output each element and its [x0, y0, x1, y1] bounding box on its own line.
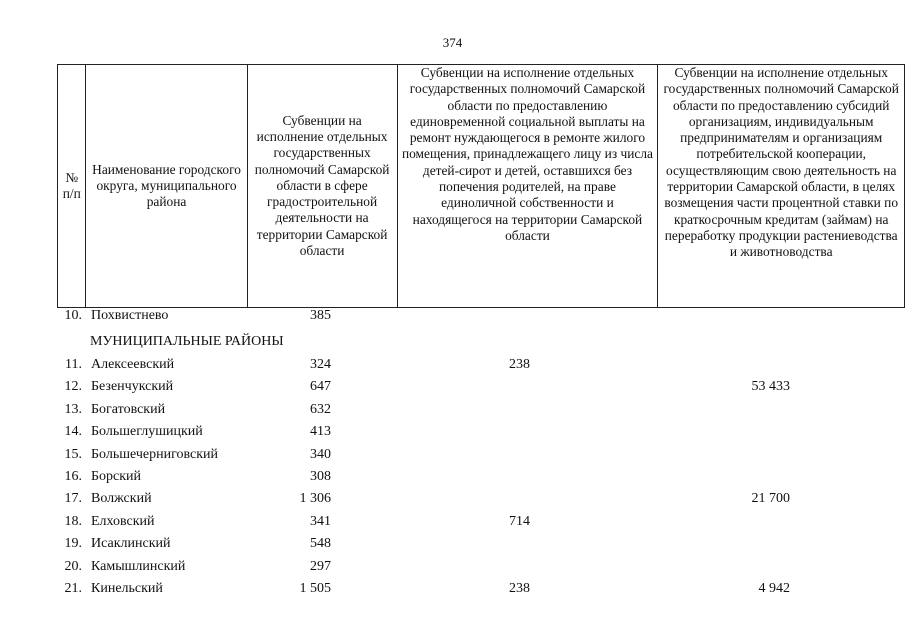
row-name: Похвистнево: [91, 308, 169, 323]
row-value-urban-planning: 341: [310, 513, 331, 529]
row-number: 15.: [64, 446, 82, 462]
row-value-credit-interest: 4 942: [758, 581, 790, 596]
row-name: Борский: [91, 469, 142, 484]
row-value-urban-planning: 647: [310, 379, 331, 395]
row-value-urban-planning: 385: [310, 308, 331, 323]
table-header: [57, 64, 905, 308]
row-name: Исаклинский: [91, 536, 171, 552]
row-name: Большеглушицкий: [91, 424, 203, 440]
header-subvention-urban-planning: Субвенции на исполнение отдельных государственных полномочий Самарской области в сфере градостроительной деятельности на территории Самарской области: [247, 65, 397, 308]
row-value-urban-planning: 1 505: [299, 581, 331, 596]
row-name: Богатовский: [91, 401, 166, 417]
row-number: 11.: [65, 357, 82, 372]
row-value-urban-planning: 548: [310, 536, 331, 552]
header-municipality-name: Наименование городского округа, муниципального района: [86, 65, 247, 308]
table-row: [0, 488, 905, 510]
row-name: Большечерниговский: [91, 446, 219, 462]
table-row: [0, 305, 905, 327]
page-number: 374: [442, 35, 463, 50]
row-value-housing-repair: 238: [509, 357, 530, 372]
table-row: [0, 578, 905, 600]
table-row: [0, 556, 905, 578]
row-value-urban-planning: 297: [310, 558, 331, 574]
header-subvention-housing-repair: Субвенции на исполнение отдельных государственных полномочий Самарской области по предоставлению единовременной социальной выплаты на ремонт нуждающегося в ремонте жилого помещения, принадлежащего лицу из числа детей-сирот и детей, оставшихся без попечения родителей, на праве единоличной собственности и находящегося на территории Самарской области: [397, 65, 658, 308]
row-name: Алексеевский: [91, 357, 175, 372]
row-value-housing-repair: 714: [509, 513, 530, 529]
section-title: МУНИЦИПАЛЬНЫЕ РАЙОНЫ: [90, 334, 284, 349]
table-row: [0, 533, 905, 555]
header-row: [58, 65, 905, 308]
row-number: 16.: [64, 469, 82, 484]
table-row: [0, 444, 905, 466]
row-value-urban-planning: 413: [310, 424, 331, 440]
row-number: 20.: [64, 558, 82, 574]
row-name: Камышлинский: [91, 558, 186, 574]
table-row: [0, 376, 905, 398]
row-value-urban-planning: 308: [310, 469, 331, 484]
row-value-urban-planning: 632: [310, 401, 331, 417]
row-name: Безенчукский: [91, 379, 174, 395]
row-value-urban-planning: 1 306: [299, 491, 331, 507]
row-number: 19.: [64, 536, 82, 552]
row-number: 14.: [64, 424, 82, 440]
row-number: 10.: [64, 308, 82, 323]
row-number: 12.: [64, 379, 82, 395]
row-name: Волжский: [91, 491, 152, 507]
table-row: [0, 354, 905, 376]
row-value-credit-interest: 53 433: [751, 379, 790, 395]
row-number: 17.: [64, 491, 82, 507]
row-number: 13.: [64, 401, 82, 417]
row-value-housing-repair: 238: [509, 581, 530, 596]
row-name: Елховский: [91, 513, 155, 529]
row-value-urban-planning: 324: [310, 357, 331, 372]
row-name: Кинельский: [91, 581, 163, 596]
row-value-urban-planning: 340: [310, 446, 331, 462]
header-number: № п/п: [58, 65, 86, 308]
row-value-credit-interest: 21 700: [751, 491, 790, 507]
header-subvention-credit-interest: Субвенции на исполнение отдельных государственных полномочий Самарской области по предоставлению субсидий организациям, индивидуальным предпринимателям и организациям потребительской кооперации, осуществляющим свою деятельность на территории Самарской области, в целях возмещения части процентной ставки по краткосрочным кредитам (займам) на переработку продукции растениеводства и животноводства: [658, 65, 905, 308]
row-number: 21.: [64, 581, 82, 596]
table-row: [0, 399, 905, 421]
table-row: [0, 511, 905, 533]
table-row: [0, 421, 905, 443]
table-row: [0, 466, 905, 488]
row-number: 18.: [64, 513, 82, 529]
